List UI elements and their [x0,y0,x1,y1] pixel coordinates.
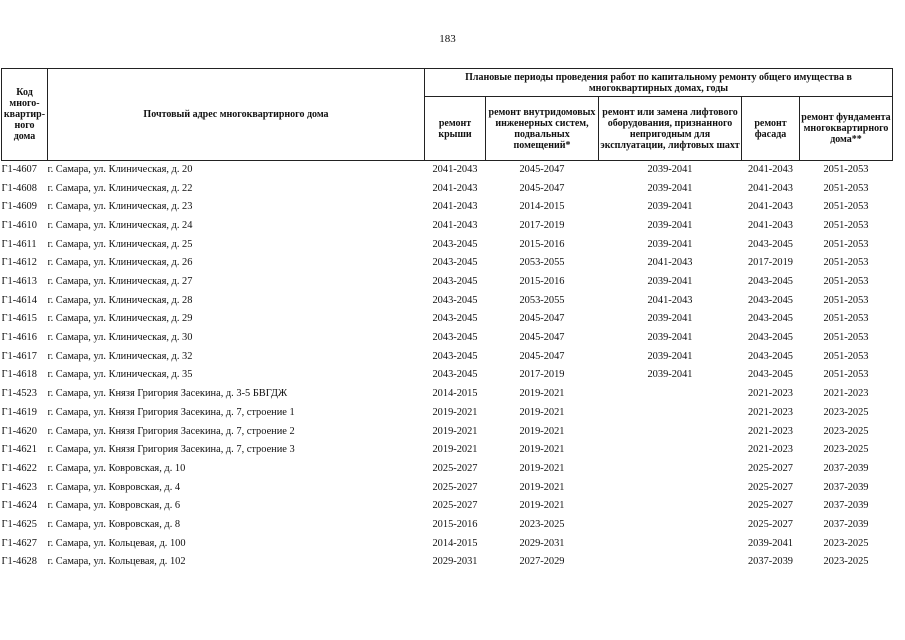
cell-systems: 2015-2016 [519,238,565,250]
header-elevator: ремонт или замена лифтового оборудования, признанного непригодным для эксплуатации, лифтовых шахт [599,97,742,161]
cell-foundation: 2051-2053 [823,294,869,306]
cell-foundation: 2051-2053 [823,350,869,362]
cell-address: г. Самара, ул. Князя Григория Засекина, д. 7, строение 3 [47,444,295,456]
header-facade: ремонт фасада [742,97,800,161]
cell-systems: 2019-2021 [519,462,565,474]
cell-address: г. Самара, ул. Ковровская, д. 8 [47,518,181,530]
cell-systems: 2019-2021 [519,481,565,493]
cell-facade: 2043-2045 [747,276,794,287]
cell-code: Г1-4618 [1,369,37,381]
cell-address: г. Самара, ул. Клиническая, д. 27 [47,276,193,287]
cell-facade: 2021-2023 [747,444,794,456]
cell-systems: 2019-2021 [519,444,565,456]
table-row [2,292,893,311]
cell-address: г. Самара, ул. Клиническая, д. 32 [47,350,193,362]
cell-roof: 2041-2043 [432,182,478,194]
cell-elevator: 2041-2043 [647,257,693,269]
cell-systems: 2045-2047 [519,313,565,325]
cell-roof: 2043-2045 [432,369,478,381]
cell-code: Г1-4609 [1,201,37,213]
cell-facade: 2025-2027 [747,500,794,512]
cell-roof: 2029-2031 [432,556,478,568]
cell-foundation: 2051-2053 [823,332,869,344]
cell-code: Г1-4613 [1,276,37,287]
header-code: Код много-квартир-ного дома [2,69,48,161]
cell-elevator [599,516,742,535]
cell-elevator: 2039-2041 [647,313,693,325]
table-row [2,497,893,516]
cell-foundation: 2023-2025 [823,444,869,456]
header-planned-periods: Плановые периоды проведения работ по капитальному ремонту общего имущества в многоквартирных домах, годы [425,69,893,97]
table-row [2,348,893,367]
cell-roof: 2043-2045 [432,276,478,287]
table-row [2,460,893,479]
cell-code: Г1-4612 [1,257,37,269]
table-header [2,69,893,161]
cell-elevator: 2039-2041 [647,350,693,362]
cell-elevator [599,479,742,498]
cell-elevator: 2039-2041 [647,369,693,381]
cell-foundation: 2037-2039 [823,518,869,530]
cell-address: г. Самара, ул. Клиническая, д. 24 [47,219,193,231]
cell-facade: 2021-2023 [747,406,794,418]
cell-systems: 2019-2021 [519,425,565,437]
cell-address: г. Самара, ул. Клиническая, д. 30 [47,332,193,344]
cell-roof: 2041-2043 [432,201,478,213]
cell-address: г. Самара, ул. Кольцевая, д. 100 [47,537,186,549]
cell-systems: 2019-2021 [519,388,565,400]
cell-address: г. Самара, ул. Ковровская, д. 10 [47,462,186,474]
cell-address: г. Самара, ул. Клиническая, д. 22 [47,182,193,194]
cell-address: г. Самара, ул. Клиническая, д. 23 [47,201,193,213]
cell-code: Г1-4523 [1,388,37,400]
cell-roof: 2043-2045 [432,294,478,306]
cell-roof: 2043-2045 [432,313,478,325]
cell-systems: 2029-2031 [519,537,565,549]
cell-facade: 2037-2039 [747,556,794,568]
cell-foundation: 2051-2053 [823,313,869,325]
cell-address: г. Самара, ул. Клиническая, д. 25 [47,238,193,250]
table-row [2,404,893,423]
cell-roof: 2025-2027 [432,462,478,474]
cell-foundation: 2023-2025 [823,537,869,549]
cell-roof: 2019-2021 [432,425,478,437]
cell-roof: 2041-2043 [432,219,478,231]
cell-elevator: 2039-2041 [647,182,693,194]
table-row [2,385,893,404]
cell-code: Г1-4615 [1,313,37,325]
table-row [2,535,893,554]
cell-elevator [599,441,742,460]
cell-roof: 2043-2045 [432,332,478,344]
table-row [2,553,893,572]
table-row [2,198,893,217]
cell-foundation: 2051-2053 [823,276,869,287]
cell-code: Г1-4610 [1,219,37,231]
table-row [2,516,893,535]
cell-roof: 2019-2021 [432,406,478,418]
cell-systems: 2014-2015 [519,201,565,213]
cell-systems: 2023-2025 [519,518,565,530]
cell-elevator: 2039-2041 [647,219,693,231]
cell-roof: 2025-2027 [432,481,478,493]
cell-systems: 2027-2029 [519,556,565,568]
cell-systems: 2015-2016 [519,276,565,287]
cell-code: Г1-4627 [1,537,37,549]
cell-elevator: 2039-2041 [647,276,693,287]
cell-elevator [599,460,742,479]
cell-facade: 2041-2043 [747,163,794,175]
cell-address: г. Самара, ул. Князя Григория Засекина, д. 3-5 БВГДЖ [47,388,288,400]
cell-elevator [599,385,742,404]
cell-code: Г1-4624 [1,500,37,512]
cell-facade: 2041-2043 [747,219,794,231]
cell-elevator: 2039-2041 [647,201,693,213]
cell-foundation: 2023-2025 [823,425,869,437]
table-row [2,329,893,348]
table-row [2,161,893,180]
cell-systems: 2045-2047 [519,350,565,362]
cell-code: Г1-4620 [1,425,37,437]
cell-systems: 2017-2019 [519,369,565,381]
table-row [2,217,893,236]
cell-foundation: 2023-2025 [823,406,869,418]
cell-facade: 2025-2027 [747,462,794,474]
cell-facade: 2041-2043 [747,201,794,213]
cell-facade: 2021-2023 [747,388,794,400]
table-row [2,311,893,330]
cell-code: Г1-4607 [1,163,37,175]
cell-elevator: 2041-2043 [647,294,693,306]
cell-code: Г1-4616 [1,332,37,344]
cell-systems: 2045-2047 [519,332,565,344]
cell-systems: 2053-2055 [519,257,565,269]
cell-foundation: 2051-2053 [823,257,869,269]
table-row [2,236,893,255]
cell-address: г. Самара, ул. Ковровская, д. 4 [47,481,181,493]
cell-foundation: 2021-2023 [823,388,869,400]
cell-foundation: 2051-2053 [823,369,869,381]
cell-foundation: 2051-2053 [823,201,869,213]
cell-address: г. Самара, ул. Клиническая, д. 29 [47,313,193,325]
cell-facade: 2017-2019 [747,257,794,269]
cell-foundation: 2051-2053 [823,219,869,231]
cell-code: Г1-4619 [1,406,37,418]
cell-address: г. Самара, ул. Клиническая, д. 28 [47,294,193,306]
cell-elevator [599,497,742,516]
header-systems: ремонт внутридомовых инженерных систем, подвальных помещений* [486,97,599,161]
table-row [2,367,893,386]
cell-code: Г1-4608 [1,182,37,194]
cell-code: Г1-4623 [1,481,37,493]
cell-roof: 2025-2027 [432,500,478,512]
cell-foundation: 2051-2053 [823,163,869,175]
cell-elevator [599,404,742,423]
cell-address: г. Самара, ул. Князя Григория Засекина, д. 7, строение 2 [47,425,295,437]
cell-systems: 2045-2047 [519,163,565,175]
cell-foundation: 2037-2039 [823,481,869,493]
cell-address: г. Самара, ул. Князя Григория Засекина, д. 7, строение 1 [47,406,295,418]
cell-facade: 2043-2045 [747,350,794,362]
cell-elevator: 2039-2041 [647,163,693,175]
cell-facade: 2043-2045 [747,294,794,306]
cell-facade: 2043-2045 [747,313,794,325]
header-foundation: ремонт фундамента многоквартирного дома** [800,97,893,161]
cell-address: г. Самара, ул. Клиническая, д. 26 [47,257,193,269]
cell-address: г. Самара, ул. Ковровская, д. 6 [47,500,181,512]
cell-systems: 2019-2021 [519,500,565,512]
cell-roof: 2041-2043 [432,163,478,175]
cell-elevator: 2039-2041 [647,332,693,344]
cell-roof: 2043-2045 [432,257,478,269]
cell-facade: 2043-2045 [747,369,794,381]
cell-foundation: 2023-2025 [823,556,869,568]
cell-code: Г1-4614 [1,294,37,306]
cell-code: Г1-4628 [1,556,37,568]
cell-roof: 2043-2045 [432,238,478,250]
cell-facade: 2025-2027 [747,518,794,530]
cell-address: г. Самара, ул. Кольцевая, д. 102 [47,556,186,568]
cell-code: Г1-4617 [1,350,37,362]
cell-facade: 2039-2041 [747,537,794,549]
table-row [2,254,893,273]
cell-facade: 2021-2023 [747,425,794,437]
cell-elevator [599,535,742,554]
cell-systems: 2045-2047 [519,182,565,194]
cell-systems: 2053-2055 [519,294,565,306]
cell-elevator: 2039-2041 [647,238,693,250]
cell-roof: 2014-2015 [432,537,478,549]
cell-roof: 2014-2015 [432,388,478,400]
cell-foundation: 2037-2039 [823,500,869,512]
header-roof: ремонт крыши [425,97,486,161]
cell-systems: 2019-2021 [519,406,565,418]
table-row [2,180,893,199]
table-row [2,423,893,442]
cell-foundation: 2051-2053 [823,182,869,194]
cell-roof: 2019-2021 [432,444,478,456]
cell-roof: 2043-2045 [432,350,478,362]
cell-code: Г1-4611 [1,238,37,250]
cell-foundation: 2051-2053 [823,238,869,250]
page-number: 183 [439,33,456,45]
table-body [2,161,893,573]
table-row [2,479,893,498]
cell-foundation: 2037-2039 [823,462,869,474]
cell-address: г. Самара, ул. Клиническая, д. 20 [47,163,193,175]
cell-roof: 2015-2016 [432,518,478,530]
header-address: Почтовый адрес многоквартирного дома [48,69,425,161]
cell-code: Г1-4622 [1,462,37,474]
cell-address: г. Самара, ул. Клиническая, д. 35 [47,369,193,381]
cell-facade: 2043-2045 [747,238,794,250]
table-row [2,441,893,460]
table-row [2,273,893,292]
repair-schedule-table [1,68,893,572]
cell-elevator [599,423,742,442]
cell-facade: 2041-2043 [747,182,794,194]
cell-code: Г1-4625 [1,518,37,530]
cell-facade: 2043-2045 [747,332,794,344]
cell-elevator [599,553,742,572]
cell-facade: 2025-2027 [747,481,794,493]
cell-systems: 2017-2019 [519,219,565,231]
cell-code: Г1-4621 [1,444,37,456]
